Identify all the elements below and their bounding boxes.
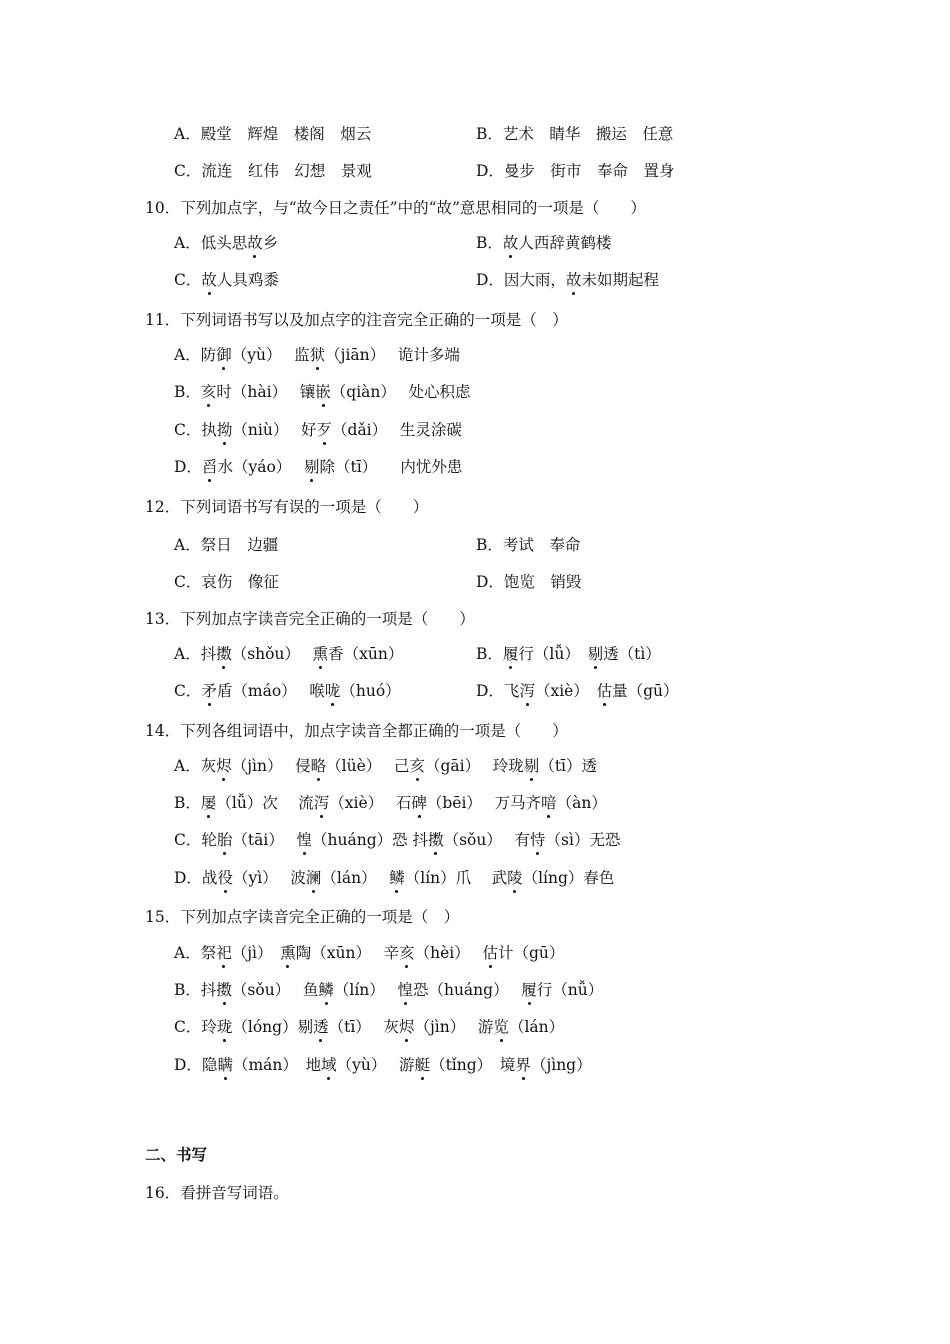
q9-option-c: C．流连 红伟 幻想 景观 [174,162,372,180]
section-heading: 二、书写 [145,1145,208,1164]
q15-option-d: D．隐瞒（mán） 地域（yù） 游艇（tǐng） 境界（jìng） [174,1056,592,1074]
q10-stem: 10．下列加点字，与“故今日之责任”中的“故”意思相同的一项是（ ） [145,199,646,217]
q10-option-b: B．故人西辞黄鹤楼 [476,234,612,252]
q10-option-d: D．因大雨，故未如期起程 [476,271,659,289]
q14-option-d: D．战役（yì） 波澜（lán） 鳞（lín）爪 武陵（líng）春色 [174,869,615,887]
q9-option-d: D．曼步 街市 奉命 置身 [476,162,675,180]
q15-stem: 15．下列加点字读音完全正确的一项是（ ） [145,908,460,926]
q10-option-c: C．故人具鸡黍 [174,271,279,289]
q13-option-b: B．履行（lǚ） 剔透（tì） [476,645,661,663]
q13-option-d: D．飞泻（xiè） 估量（gū） [476,682,679,700]
q12-option-c: C．哀伤 像征 [174,573,279,591]
q11-option-a: A．防御（yù） 监狱（jiān） 诡计多端 [174,346,460,364]
q13-stem: 13．下列加点字读音完全正确的一项是（ ） [145,610,475,628]
q15-option-a: A．祭祀（jì） 熏陶（xūn） 辛亥（hèi） 估计（gū） [174,944,565,962]
q14-option-b: B．屡（lǚ）次 流泻（xiè） 石碑（bēi） 万马齐喑（àn） [174,794,607,812]
q14-option-c: C．轮胎（tāi） 惶（huáng）恐 抖擞（sǒu） 有恃（sì）无恐 [174,831,621,849]
q16-stem: 16．看拼音写词语。 [145,1184,289,1202]
q11-option-b: B．亥时（hài） 镶嵌（qiàn） 处心积虑 [174,383,471,401]
q12-option-d: D．饱览 销毁 [476,573,582,591]
q14-option-a: A．灰烬（jìn） 侵略（lüè） 己亥（gāi） 玲珑剔（tī）透 [174,757,597,775]
q11-option-d: D．舀水（yáo） 剔除（tī） 内忧外患 [174,458,463,476]
q9-option-a: A．殿堂 辉煌 楼阁 烟云 [174,125,372,143]
q11-option-c: C．执拗（niù） 好歹（dǎi） 生灵涂碳 [174,421,462,439]
q9-option-b: B．艺术 睛华 搬运 任意 [476,125,674,143]
q12-option-b: B．考试 奉命 [476,536,581,554]
q13-option-a: A．抖擞（shǒu） 熏香（xūn） [174,645,404,663]
q13-option-c: C．矛盾（máo） 喉咙（huó） [174,682,401,700]
q14-stem: 14．下列各组词语中，加点字读音全都正确的一项是（ ） [145,722,568,740]
q15-option-c: C．玲珑（lóng）剔透（tī） 灰烬（jìn） 游览（lán） [174,1018,565,1036]
q10-option-a: A．低头思故乡 [174,234,279,252]
q12-stem: 12．下列词语书写有误的一项是（ ） [145,498,429,516]
q15-option-b: B．抖擞（sǒu） 鱼鳞（lín） 惶恐（huáng） 履行（nǚ） [174,981,604,999]
q12-option-a: A．祭日 边疆 [174,536,279,554]
q11-stem: 11．下列词语书写以及加点字的注音完全正确的一项是（ ） [145,311,568,329]
